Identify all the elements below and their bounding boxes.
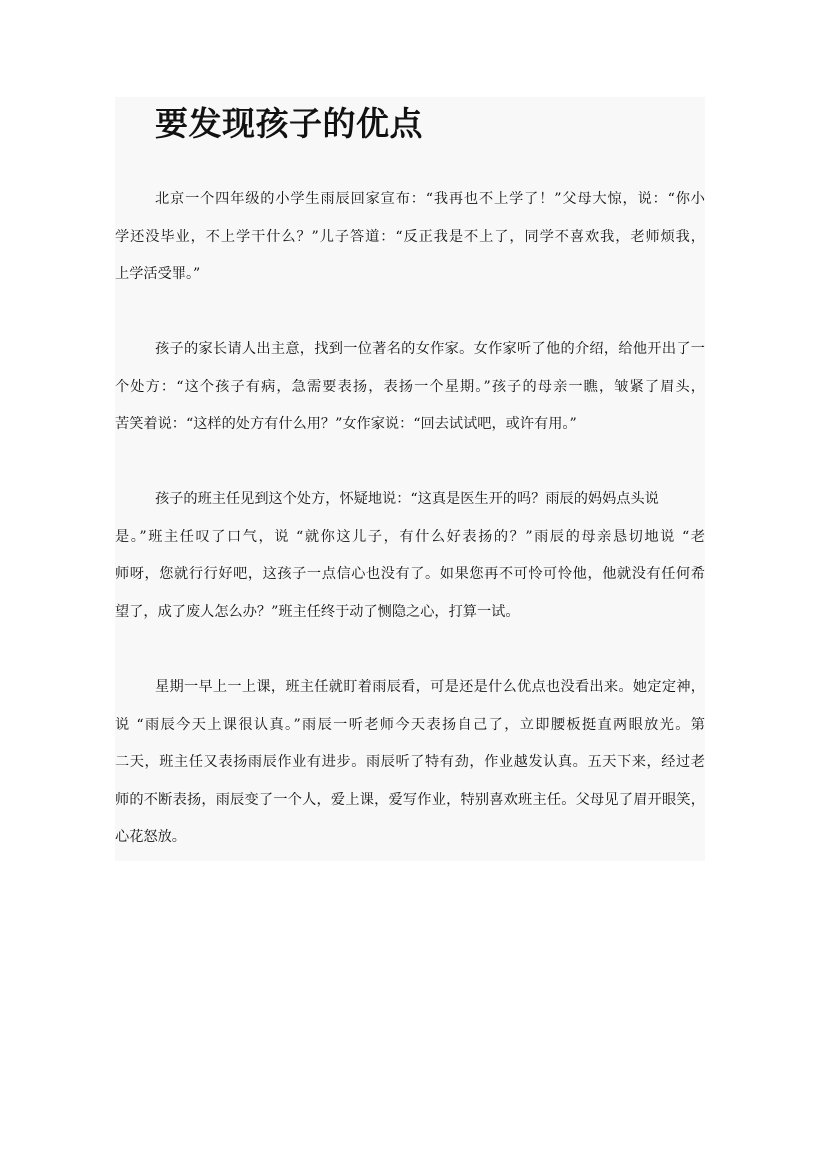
paragraph-line: 望了，成了废人怎么办？”班主任终于动了恻隐之心，打算一试。 xyxy=(115,603,520,620)
paragraph-2 xyxy=(115,331,705,444)
paragraph-line: 北京一个四年级的小学生雨辰回家宣布：“我再也不上学了！”父母大惊，说：“你小 xyxy=(155,191,705,207)
paragraph-3 xyxy=(115,481,705,631)
paragraph-line: 师呀，您就行行好吧，这孩子一点信心也没有了。如果您再不可怜可怜他，他就没有任何希 xyxy=(115,566,705,582)
paragraph-line: 是。”班主任叹了口气，说 “就你这儿子，有什么好表扬的？”雨辰的母亲恳切地说 “老 xyxy=(115,528,705,545)
paragraph-line: 二天，班主任又表扬雨辰作业有进步。雨辰听了特有劲，作业越发认真。五天下来，经过老 xyxy=(115,754,705,770)
paragraph-1 xyxy=(115,181,705,294)
paragraph-line: 心花怒放。 xyxy=(115,829,186,845)
paragraph-line: 孩子的班主任见到这个处方，怀疑地说：“这真是医生开的吗？雨辰的妈妈点头说 xyxy=(155,491,659,507)
paragraph-4 xyxy=(115,669,705,857)
paragraph-line: 苦笑着说：“这样的处方有什么用？”女作家说：“回去试试吧，或许有用。” xyxy=(115,416,577,432)
paragraph-line: 个处方：“这个孩子有病，急需要表扬，表扬一个星期。”孩子的母亲一瞧，皱紧了眉头， xyxy=(115,378,705,395)
paragraph-line: 上学活受罪。” xyxy=(115,266,201,282)
paragraph-line: 说 “雨辰今天上课很认真。”雨辰一听老师今天表扬自己了，立即腰板挺直两眼放光。第 xyxy=(115,716,705,733)
paragraph-line: 学还没毕业，不上学干什么？”儿子答道：“反正我是不上了，同学不喜欢我，老师烦我， xyxy=(115,228,705,245)
paragraph-line: 星期一早上一上课，班主任就盯着雨辰看，可是还是什么优点也没看出来。她定定神， xyxy=(155,679,705,695)
document-title: 要发现孩子的优点 xyxy=(155,104,423,143)
paragraph-line: 师的不断表扬，雨辰变了一个人，爱上课，爱写作业，特别喜欢班主任。父母见了眉开眼笑， xyxy=(115,791,705,808)
paragraph-line: 孩子的家长请人出主意，找到一位著名的女作家。女作家听了他的介绍，给他开出了一 xyxy=(155,341,705,357)
